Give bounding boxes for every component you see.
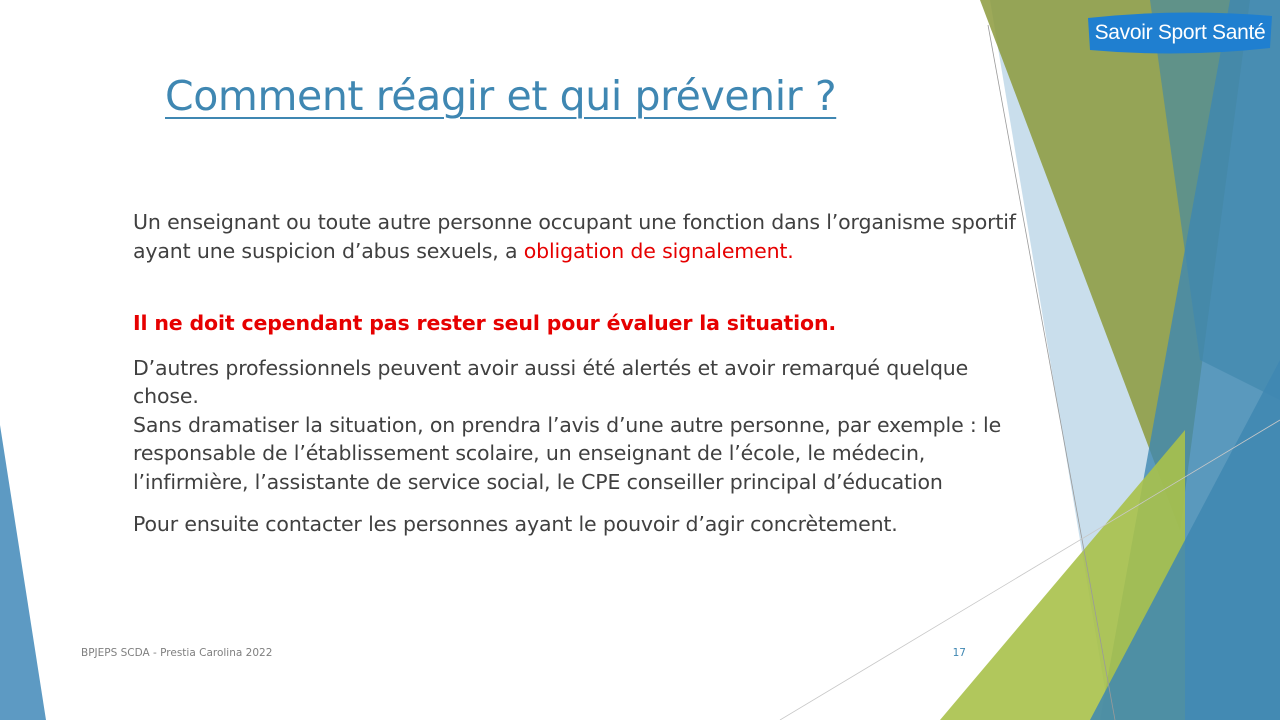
paragraph-contact: Pour ensuite contacter les personnes ayant le pouvoir d’agir concrètement. xyxy=(133,512,898,536)
page-number: 17 xyxy=(952,647,966,659)
logo-text: Savoir Sport Santé xyxy=(1094,21,1266,44)
paragraph-other-professionals: D’autres professionnels peuvent avoir aussi été alertés et avoir remarqué quelque chose. xyxy=(133,355,969,408)
paragraph-obligation-text: Un enseignant ou toute autre personne occupant une fonction dans l’organisme sportif ayant une suspicion d’abus sexuels, a xyxy=(133,210,1016,263)
paragraph-not-alone: Il ne doit cependant pas rester seul pour évaluer la situation. xyxy=(133,311,837,335)
paragraph-advice: Sans dramatiser la situation, on prendra l’avis d’une autre personne, par exemple : le responsable de l’établissement scolaire, un enseignant de l’école, le médecin, l’infirmière, l’assistante de service social, le CPE conseiller principal d’éducation xyxy=(133,412,1002,494)
left-blue-triangle xyxy=(0,425,46,720)
slide-body xyxy=(133,208,1023,539)
paragraph-obligation xyxy=(133,208,1023,265)
slide-title: Comment réagir et qui prévenir ? xyxy=(165,72,837,120)
obligation-emphasis: obligation de signalement. xyxy=(523,238,794,263)
footer-text: BPJEPS SCDA - Prestia Carolina 2022 xyxy=(81,647,273,659)
